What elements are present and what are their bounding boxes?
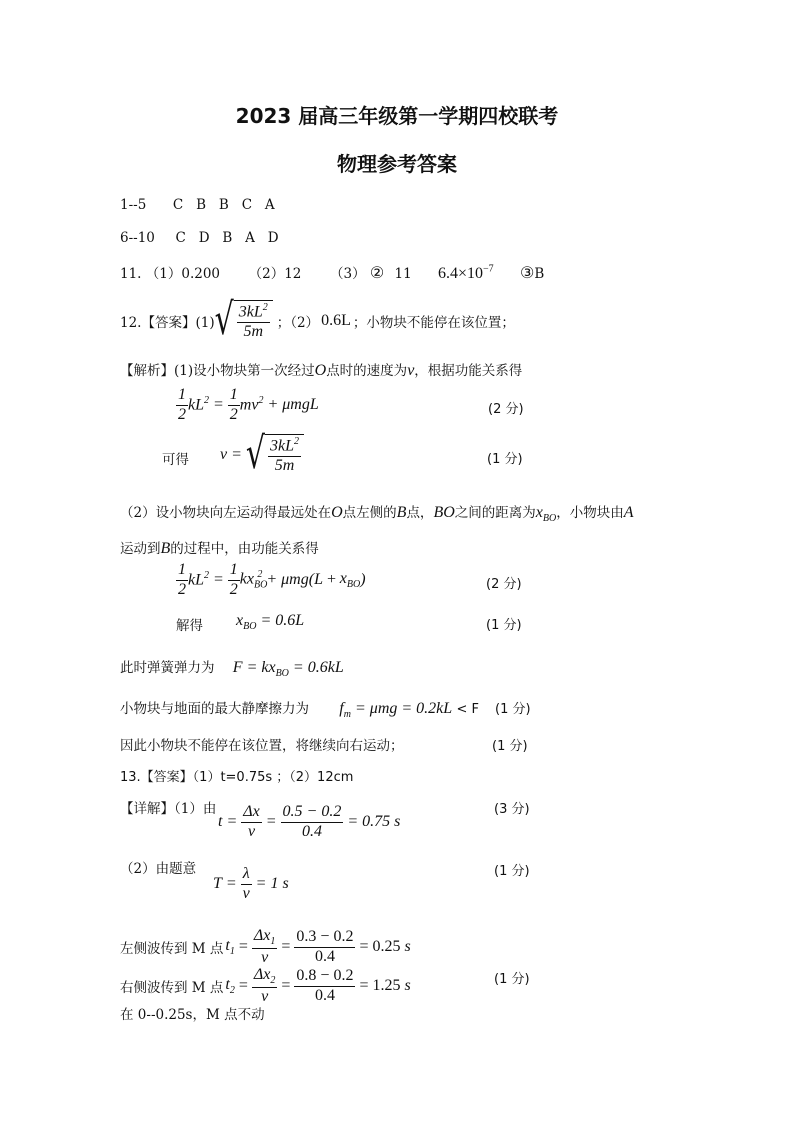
q12-eq4-score: (1 分) — [486, 618, 522, 633]
q13-last-line: 在 0--0.25s，M 点不动 — [120, 1007, 265, 1023]
q12-part2-text-d: 之间的距离为 — [454, 505, 536, 521]
q11-line — [120, 262, 544, 283]
q12-friction-text: 小物块与地面的最大静摩擦力为 — [120, 701, 309, 717]
q12-eq2-score: (1 分) — [487, 452, 523, 467]
q12-eq1: $\frac{1}{2}$ $kL^2$ = $\frac{1}{2}$ $mv^2$ + μmgL — [178, 386, 319, 423]
q11-part1: （1）0.200 — [145, 266, 221, 282]
q12-part2-text-a: （2）设小物块向左运动得最远处在 — [120, 505, 332, 521]
q12-analysis-o: O — [314, 362, 327, 379]
q12-part2-line1: （2）设小物块向左运动得最远处在O点左侧的B点，BO之间的距离为$x_{BO}$，小物块由A — [120, 504, 634, 525]
q13-eq1-score: (3 分) — [494, 802, 530, 817]
q12-part2-line2 — [120, 537, 319, 558]
q12-eq4-label: 解得 — [176, 618, 203, 634]
q11-circle-2: ② — [369, 263, 385, 282]
mc-answers-1: C B B C A — [172, 197, 275, 213]
q12-analysis-label: 【解析】 — [120, 363, 174, 379]
q12-part2-a: A — [623, 504, 634, 521]
q12-part2-text-c: 点， — [406, 505, 434, 521]
q11-sci-exp: −7 — [483, 263, 494, 275]
q11-circle-3: ③ — [519, 263, 535, 282]
mc-range-2: 6--10 — [120, 230, 155, 246]
q12-spring-text: 此时弹簧弹力为 — [120, 660, 215, 676]
q11-part3-prefix: （3） — [330, 266, 366, 282]
q12-eq3-score: (2 分) — [486, 577, 522, 592]
q12-eq3: $\frac{1}{2}$ $kL^2$ = $\frac{1}{2}$ $kx_{BO}^2$ + μmg ( L + $x_{BO}$ ) — [178, 561, 366, 598]
q12-analysis-v: v — [407, 362, 415, 379]
q12-ans2: 0.6L — [321, 312, 351, 329]
q12-sqrt-num: 3kL — [238, 303, 263, 321]
q11-sci-base: 6.4×10 — [438, 265, 484, 282]
q12-label: 12.【答案】(1) — [120, 315, 215, 331]
q12-part2-text-b: 点左侧的 — [342, 505, 397, 521]
q12-friction-score: (1 分) — [495, 702, 531, 717]
q12-analysis-line — [120, 359, 522, 380]
q13-detail-label: 【详解】（1）由 — [120, 801, 217, 817]
sqrt-sign-icon: √ — [245, 428, 266, 480]
q12-conclusion: 因此小物块不能停在该位置，将继续向右运动； — [120, 738, 404, 754]
page-title: 2023 届高三年级第一学期四校联考 — [235, 104, 559, 128]
q12-sqrt — [214, 294, 273, 346]
q13-part2-label: （2）由题意 — [120, 861, 197, 877]
q12-part2-bo: BO — [433, 504, 455, 521]
q12-sqrt-frac: $\frac{3kL^2}{5m}$ — [238, 302, 268, 341]
q11-part3-answer: B — [534, 266, 545, 282]
mc-row-2 — [120, 230, 279, 246]
q13-eq2: T = $\frac{\lambda}{v}$ = 1 s — [213, 865, 289, 902]
q12-part2-text-e: ，小物块由 — [556, 505, 624, 521]
sqrt-sign-icon: √ — [214, 294, 234, 346]
q12-answer-line — [120, 294, 515, 346]
mc-row-1 — [120, 197, 275, 213]
q12-friction-line: 小物块与地面的最大静摩擦力为 $f_m = \mu mg = 0.2kL < F$ — [120, 700, 479, 721]
q12-part2-line2-a: 运动到 — [120, 541, 161, 557]
q11-label: 11. — [120, 266, 142, 282]
q12-friction-tail: < F — [456, 702, 479, 717]
q12-sep: ；（2） — [276, 315, 320, 331]
q11-part2: （2）12 — [248, 266, 302, 282]
q12-part2-line2-b: 的过程中，由功能关系得 — [170, 541, 319, 557]
q12-part2-line2-b-var: B — [160, 540, 171, 557]
q13-answer: 13.【答案】（1）t=0.75s ；（2）12cm — [120, 770, 354, 785]
q12-sqrt-den: 5m — [243, 323, 263, 341]
q13-left-text: 左侧波传到 M 点 — [120, 941, 224, 957]
q12-eq2-label: 可得 — [162, 452, 189, 468]
q13-eq2-score: (1 分) — [494, 864, 530, 879]
q11-sci — [438, 265, 494, 282]
q12-spring-line: 此时弹簧弹力为 $F = kx_{BO} = 0.6kL$ — [120, 659, 344, 680]
q12-eq4: $x_{BO} = 0.6L$ — [236, 612, 305, 633]
q13-right-score: (1 分) — [494, 972, 530, 987]
q12-analysis-text-c: ，根据功能关系得 — [414, 363, 523, 379]
q12-analysis-text-b: 点时的速度为 — [326, 363, 408, 379]
q12-ans2-tail: ；小物块不能停在该位置； — [352, 315, 515, 331]
q13-right-line: 右侧波传到 M 点 $t_2$ = $\frac{\Delta x_2}{v}$ = $\frac{0.8 - 0.2}{0.4}$ = 1.25 s — [120, 965, 411, 1005]
q12-eq2: v = √ $\frac{3kL^2}{5m}$ — [220, 432, 304, 478]
q13-left-line: 左侧波传到 M 点 $t_1$ = $\frac{\Delta x_1}{v}$ = $\frac{0.3 - 0.2}{0.4}$ = 0.25 s — [120, 926, 411, 966]
q12-conclusion-score: (1 分) — [492, 739, 528, 754]
q13-eq1: t = $\frac{\Delta x}{v}$ = $\frac{0.5 - 0.2}{0.4}$ = 0.75 s — [218, 803, 401, 840]
q12-eq1-score: (2 分) — [488, 402, 524, 417]
mc-answers-2: C D B A D — [175, 230, 279, 246]
q13-right-text: 右侧波传到 M 点 — [120, 980, 224, 996]
mc-range-1: 1--5 — [120, 197, 147, 213]
q12-part2-o: O — [331, 504, 343, 521]
q12-part2-b: B — [396, 504, 407, 521]
page-subtitle: 物理参考答案 — [337, 152, 457, 176]
q11-part3-value: 11 — [394, 266, 412, 282]
q12-analysis-text-a: (1)设小物块第一次经过 — [174, 363, 315, 379]
